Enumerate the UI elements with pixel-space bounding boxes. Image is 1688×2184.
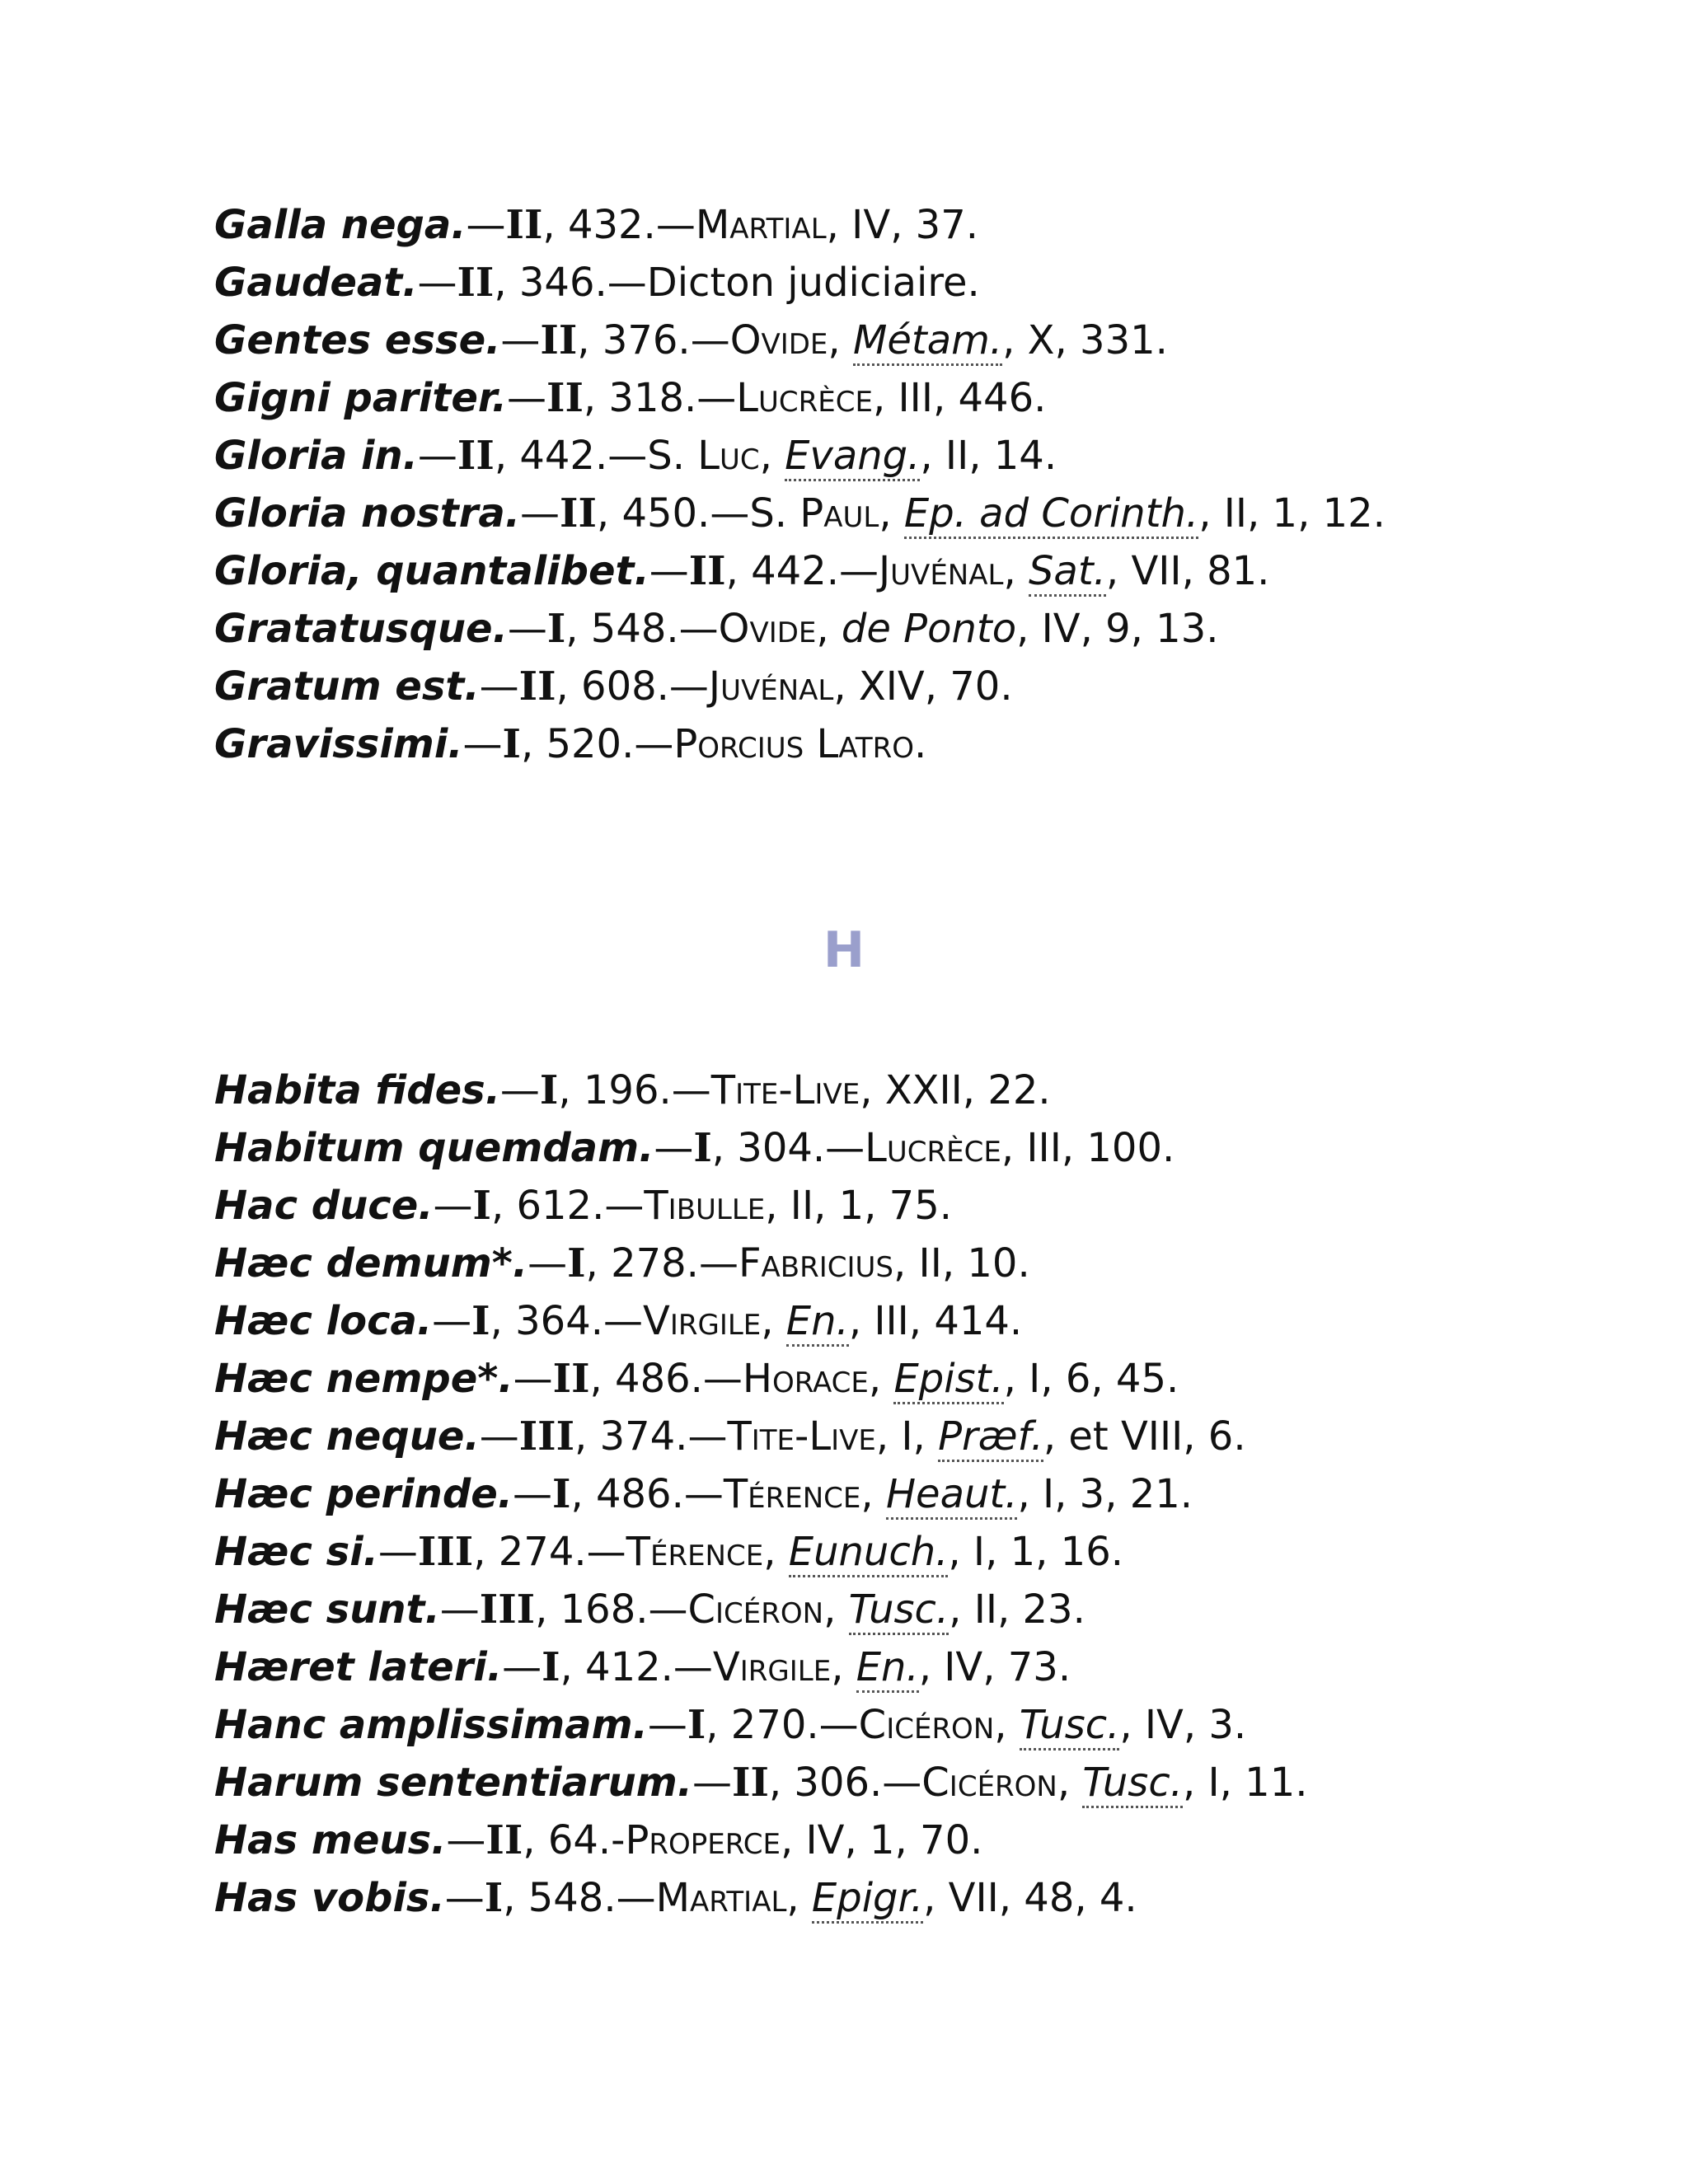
entry-work-abbr[interactable]: Evang. [785,433,920,481]
entry-volume: I [539,1067,559,1113]
index-entry [214,1754,1615,1811]
entry-volume: II [731,1760,769,1806]
entry-page-ref: , 304.— [711,1125,865,1171]
index-entry [214,1062,1615,1119]
entry-citation: , II, 23. [949,1586,1085,1633]
entry-author: Tite-Live [710,1067,860,1113]
entry-citation: , II, 1, 75. [765,1183,953,1229]
entry-dash: — [417,260,457,306]
entry-author: Ovide [729,317,828,363]
entry-dash: — [446,1817,486,1863]
entry-volume: I [484,1875,504,1921]
entry-author: Lucrèce [865,1125,1001,1171]
entry-author: Properce [625,1817,781,1863]
entry-dash: — [479,663,519,710]
index-entry [214,1465,1615,1523]
entry-lemma: Hæc neque. [214,1413,480,1460]
entry-lemma: Gentes esse. [214,317,501,363]
entry-citation: , I, 6, 45. [1003,1356,1179,1402]
entry-lemma: Hac duce. [214,1183,434,1229]
entry-citation: , IV, 3. [1119,1702,1247,1748]
entry-volume: I [687,1702,706,1748]
index-entry [214,1523,1615,1581]
entry-page-ref: , 432.— [542,202,696,248]
entry-page-ref: , 520.— [520,721,674,767]
entry-page-ref: , 548.— [503,1875,656,1921]
entry-dash: — [433,1183,473,1229]
entry-citation: , I, 1, 16. [948,1529,1123,1575]
index-entry [214,1177,1615,1235]
entry-lemma: Gigni pariter. [214,375,507,421]
entry-work-title: de Ponto [841,606,1017,652]
entry-page-ref: , 486.— [570,1471,724,1517]
entry-page-ref: , 168.— [535,1586,688,1633]
entry-lemma: Hæc nempe*. [214,1356,513,1402]
entry-dash: — [528,1240,568,1286]
entry-lemma: Gloria, quantalibet. [214,548,649,594]
entry-separator: , [860,1471,886,1517]
entry-lemma: Gaudeat. [214,260,418,306]
entry-page-ref: , 318.— [583,375,737,421]
index-entry [214,542,1615,600]
index-entry [214,312,1615,369]
entry-page-ref: , 442.— [725,548,879,594]
entry-dash: — [499,1067,540,1113]
entry-citation: , II, 1, 12. [1198,490,1386,537]
index-entry [214,254,1615,312]
entry-author: Martial [695,202,827,248]
entry-volume: II [518,663,556,710]
entry-dash: — [513,1471,552,1517]
entry-lemma: Hæc perinde. [214,1471,513,1517]
entry-lemma: Has meus. [214,1817,447,1863]
entry-dash: — [507,606,547,652]
index-entry [214,196,1615,254]
entry-volume: I [693,1125,712,1171]
index-entry [214,369,1615,427]
entry-author: Térence [723,1471,861,1517]
entry-author: Juvénal [708,663,834,710]
entry-page-ref: , 64.- [523,1817,626,1863]
index-entry [214,1119,1615,1177]
entry-page-ref: , 364.— [490,1298,643,1344]
index-entry [214,1581,1615,1638]
entry-author: Juvénal [879,548,1004,594]
entry-lemma: Gloria in. [214,433,418,479]
entry-work-abbr[interactable]: Tusc. [1082,1760,1183,1808]
entry-separator: , I, [875,1413,939,1460]
entry-volume: II [505,202,543,248]
index-entry [214,427,1615,485]
entry-author: Porcius Latro [673,721,914,767]
entry-dash: — [506,375,546,421]
entry-volume: II [552,1356,590,1402]
entry-citation: , II, 10. [893,1240,1030,1286]
entry-dash: — [654,1125,694,1171]
entry-author: Tibulle [644,1183,766,1229]
index-entry [214,1869,1615,1927]
entry-work-abbr[interactable]: Tusc. [1020,1702,1120,1750]
entry-lemma: Gratum est. [214,663,480,710]
entry-volume: II [546,375,584,421]
section-heading-h: H [823,921,865,979]
section-g-entries [214,196,1615,773]
entry-page-ref: , 270.— [706,1702,859,1748]
entry-volume: III [518,1413,575,1460]
entry-author: Martial [655,1875,787,1921]
entry-citation: , XXII, 22. [860,1067,1051,1113]
entry-work-abbr[interactable]: Eunuch. [789,1529,949,1577]
index-entry [214,1408,1615,1465]
entry-page-ref: , 548.— [565,606,719,652]
entry-separator: , [828,317,853,363]
entry-citation: , et VIII, 6. [1043,1413,1246,1460]
entry-separator: , [763,1529,789,1575]
entry-lemma: Hæc loca. [214,1298,433,1344]
entry-author: Térence [626,1529,764,1575]
entry-dash: — [377,1529,418,1575]
entry-author: Luc [697,433,760,479]
entry-citation: , I, 3, 21. [1017,1471,1193,1517]
entry-volume: II [457,433,495,479]
entry-citation: , IV, 37. [826,202,978,248]
entry-volume: II [560,490,597,537]
entry-page-ref: , 306.— [768,1760,922,1806]
entry-work-abbr[interactable]: Sat. [1029,548,1106,597]
entry-author: Paul [799,490,879,537]
index-page [214,196,1615,1927]
entry-separator: , [868,1356,894,1402]
entry-separator: , [1057,1760,1083,1806]
entry-lemma: Hæret lateri. [214,1644,503,1690]
entry-separator: , [994,1702,1020,1748]
index-entry [214,658,1615,715]
entry-volume: I [546,606,566,652]
entry-work-abbr[interactable]: Heaut. [886,1471,1018,1520]
entry-separator: , [831,1644,856,1690]
entry-work-abbr[interactable]: Ep. ad Corinth. [904,490,1198,539]
entry-work-abbr[interactable]: Tusc. [849,1586,950,1635]
entry-dash: — [479,1413,519,1460]
section-h-entries [214,1062,1615,1927]
entry-page-ref: , 612.— [490,1183,645,1229]
entry-citation: , III, 100. [1001,1125,1175,1171]
entry-dash: — [513,1356,553,1402]
entry-dash: — [649,548,689,594]
entry-dash: — [500,317,541,363]
entry-volume: II [688,548,726,594]
entry-citation: , III, 446. [872,375,1047,421]
entry-lemma: Gratatusque. [214,606,508,652]
entry-work-abbr[interactable]: Epigr. [812,1875,923,1924]
entry-citation: , XIV, 70. [833,663,1013,710]
entry-work-abbr[interactable]: Epist. [893,1356,1003,1404]
index-entry [214,600,1615,658]
entry-work-abbr[interactable]: En. [786,1298,849,1347]
entry-lemma: Hæc sunt. [214,1586,440,1633]
entry-lemma: Gravissimi. [214,721,463,767]
entry-author: Cicéron [921,1760,1057,1806]
entry-page-ref: , 486.— [589,1356,743,1402]
index-entry [214,485,1615,542]
entry-separator: , [759,433,785,479]
entry-lemma: Has vobis. [214,1875,445,1921]
entry-citation: , VII, 81. [1105,548,1270,594]
entry-author: Virgile [642,1298,762,1344]
entry-lemma: Habita fides. [214,1067,500,1113]
entry-separator: , [761,1298,786,1344]
entry-page-ref: , 346.—Dicton judiciaire. [494,260,980,306]
entry-dash: — [502,1644,542,1690]
entry-dash: — [439,1586,480,1633]
entry-dash: — [520,490,560,537]
entry-citation: , IV, 1, 70. [780,1817,983,1863]
index-entry [214,715,1615,773]
entry-page-ref: , 412.— [560,1644,713,1690]
entry-page-ref: , 274.— [473,1529,626,1575]
index-entry [214,1292,1615,1350]
entry-volume: II [457,260,495,306]
index-entry [214,1696,1615,1754]
entry-author: Tite-Live [727,1413,876,1460]
entry-lemma: Gloria nostra. [214,490,521,537]
entry-dash: — [466,202,506,248]
entry-separator: , [823,1586,849,1633]
index-entry [214,1350,1615,1408]
entry-lemma: Hæc demum*. [214,1240,528,1286]
entry-volume: III [417,1529,474,1575]
entry-citation: , III, 414. [848,1298,1023,1344]
entry-volume: I [502,721,521,767]
entry-page-ref: , 196.— [558,1067,711,1113]
entry-lemma: Hæc si. [214,1529,378,1575]
entry-dash: — [432,1298,472,1344]
entry-author: Fabricius [738,1240,894,1286]
entry-page-ref: , 278.— [585,1240,738,1286]
entry-work-abbr[interactable]: En. [856,1644,919,1693]
entry-dash: — [444,1875,485,1921]
entry-dash: — [692,1760,732,1806]
entry-citation: , IV, 9, 13. [1016,606,1219,652]
entry-dash: — [462,721,503,767]
entry-author: Cicéron [687,1586,824,1633]
entry-volume: I [542,1644,560,1690]
entry-page-ref: , 376.— [577,317,730,363]
entry-author: Lucrèce [736,375,873,421]
entry-volume: I [472,1183,491,1229]
index-entry [214,1811,1615,1869]
entry-separator: , [1003,548,1029,594]
index-entry [214,1638,1615,1696]
entry-page-ref: , 450.—S. [596,490,800,537]
entry-citation: , I, 11. [1182,1760,1308,1806]
entry-citation: , II, 14. [920,433,1057,479]
entry-volume: II [485,1817,523,1863]
entry-lemma: Galla nega. [214,202,467,248]
entry-volume: I [471,1298,490,1344]
index-entry [214,1235,1615,1292]
entry-separator: , [786,1875,812,1921]
entry-citation: , VII, 48, 4. [923,1875,1137,1921]
entry-author: Virgile [712,1644,832,1690]
entry-work-abbr[interactable]: Métam. [853,317,1002,366]
entry-page-ref: , 374.— [574,1413,728,1460]
entry-citation: . [914,721,927,767]
entry-author: Ovide [718,606,817,652]
entry-lemma: Habitum quemdam. [214,1125,654,1171]
entry-citation: , X, 331. [1002,317,1168,363]
entry-page-ref: , 442.—S. [494,433,698,479]
entry-citation: , IV, 73. [918,1644,1071,1690]
entry-page-ref: , 608.— [556,663,709,710]
entry-volume: I [552,1471,571,1517]
entry-volume: III [479,1586,536,1633]
entry-work-abbr[interactable]: Præf. [938,1413,1043,1462]
entry-lemma: Harum sententiarum. [214,1760,692,1806]
entry-dash: — [647,1702,687,1748]
entry-author: Cicéron [858,1702,995,1748]
entry-volume: I [567,1240,586,1286]
entry-author: Horace [742,1356,869,1402]
entry-separator: , [879,490,904,537]
entry-lemma: Hanc amplissimam. [214,1702,648,1748]
entry-volume: II [540,317,578,363]
entry-dash: — [417,433,457,479]
entry-separator: , [816,606,842,652]
